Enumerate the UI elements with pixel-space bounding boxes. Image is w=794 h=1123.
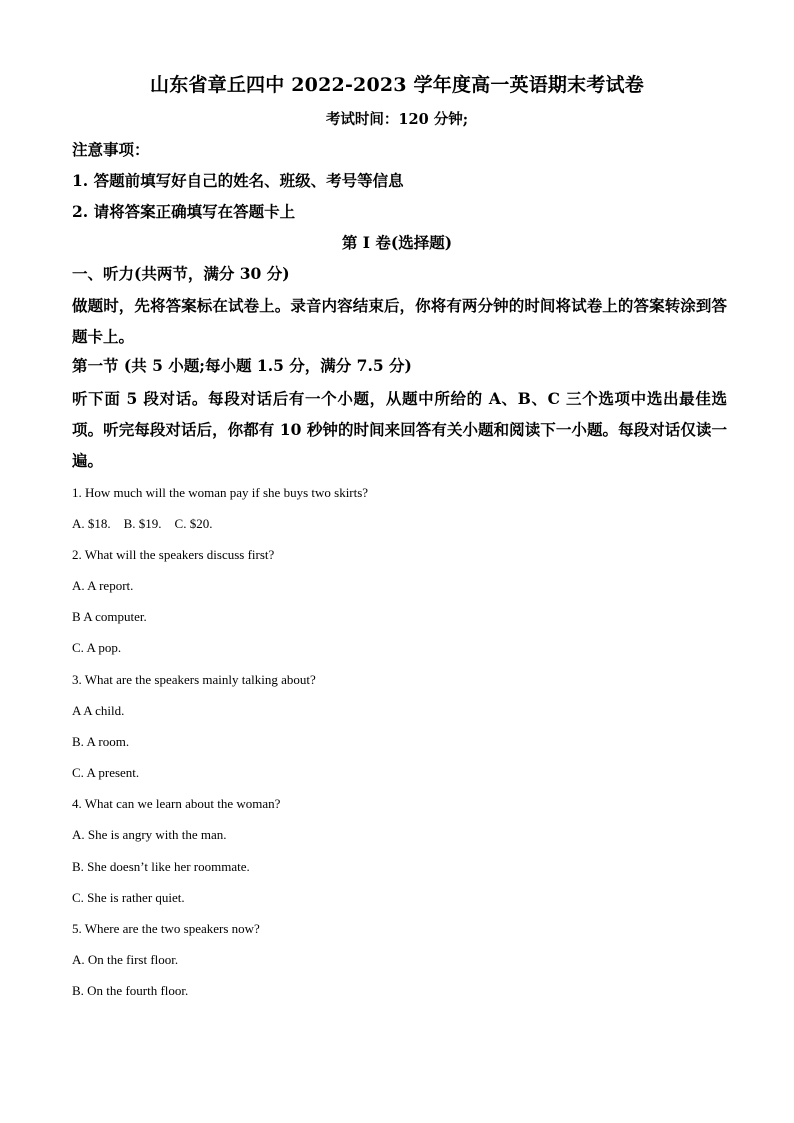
question-2-option-a: A. A report.	[72, 578, 134, 593]
question-1-options: A. $18. B. $19. C. $20.	[72, 516, 213, 531]
question-3-option-b: B. A room.	[72, 734, 130, 749]
note-item-2: 2. 请将答案正确填写在答题卡上	[72, 202, 296, 221]
question-1-stem: 1. How much will the woman pay if she buys two skirts?	[72, 485, 369, 500]
question-4-stem: 4. What can we learn about the woman?	[72, 796, 281, 811]
note-item-1: 1. 答题前填写好自己的姓名、班级、考号等信息	[72, 171, 404, 190]
question-2-option-b: B A computer.	[72, 609, 147, 624]
question-5-option-a: A. On the first floor.	[72, 952, 179, 967]
question-3-stem: 3. What are the speakers mainly talking about?	[72, 672, 316, 687]
question-3-option-a: A A child.	[72, 703, 125, 718]
exam-time: 考试时间：120 分钟;	[325, 111, 469, 128]
subsection-heading: 第一节 (共 5 小题;每小题 1.5 分，满分 7.5 分)	[72, 356, 412, 375]
question-4-option-b: B. She doesn’t like her roommate.	[72, 859, 250, 874]
question-3-option-c: C. A present.	[72, 765, 140, 780]
question-2-stem: 2. What will the speakers discuss first?	[72, 547, 275, 562]
listening-directions: 听下面 5 段对话。每段对话后有一个小题，从题中所给的 A、B、C 三个选项中选出最佳选项。听完每段对话后，你都有 10 秒钟的时间来回答有关小题和阅读下一小题。每段对话仅读一遍。	[72, 389, 727, 470]
exam-title: 山东省章丘四中 2022-2023 学年度高一英语期末考试卷	[150, 74, 644, 96]
question-4-option-a: A. She is angry with the man.	[72, 827, 227, 842]
part-heading-listening: 一、听力(共两节，满分 30 分)	[72, 264, 290, 283]
question-4-option-c: C. She is rather quiet.	[72, 890, 185, 905]
question-5-option-b: B. On the fourth floor.	[72, 983, 189, 998]
question-5-stem: 5. Where are the two speakers now?	[72, 921, 260, 936]
listening-instructions: 做题时，先将答案标在试卷上。录音内容结束后，你将有两分钟的时间将试卷上的答案转涂到答题卡上。	[72, 296, 727, 346]
notes-heading: 注意事项：	[72, 140, 150, 159]
question-2-option-c: C. A pop.	[72, 640, 122, 655]
volume-heading: 第 I 卷(选择题)	[341, 233, 453, 252]
